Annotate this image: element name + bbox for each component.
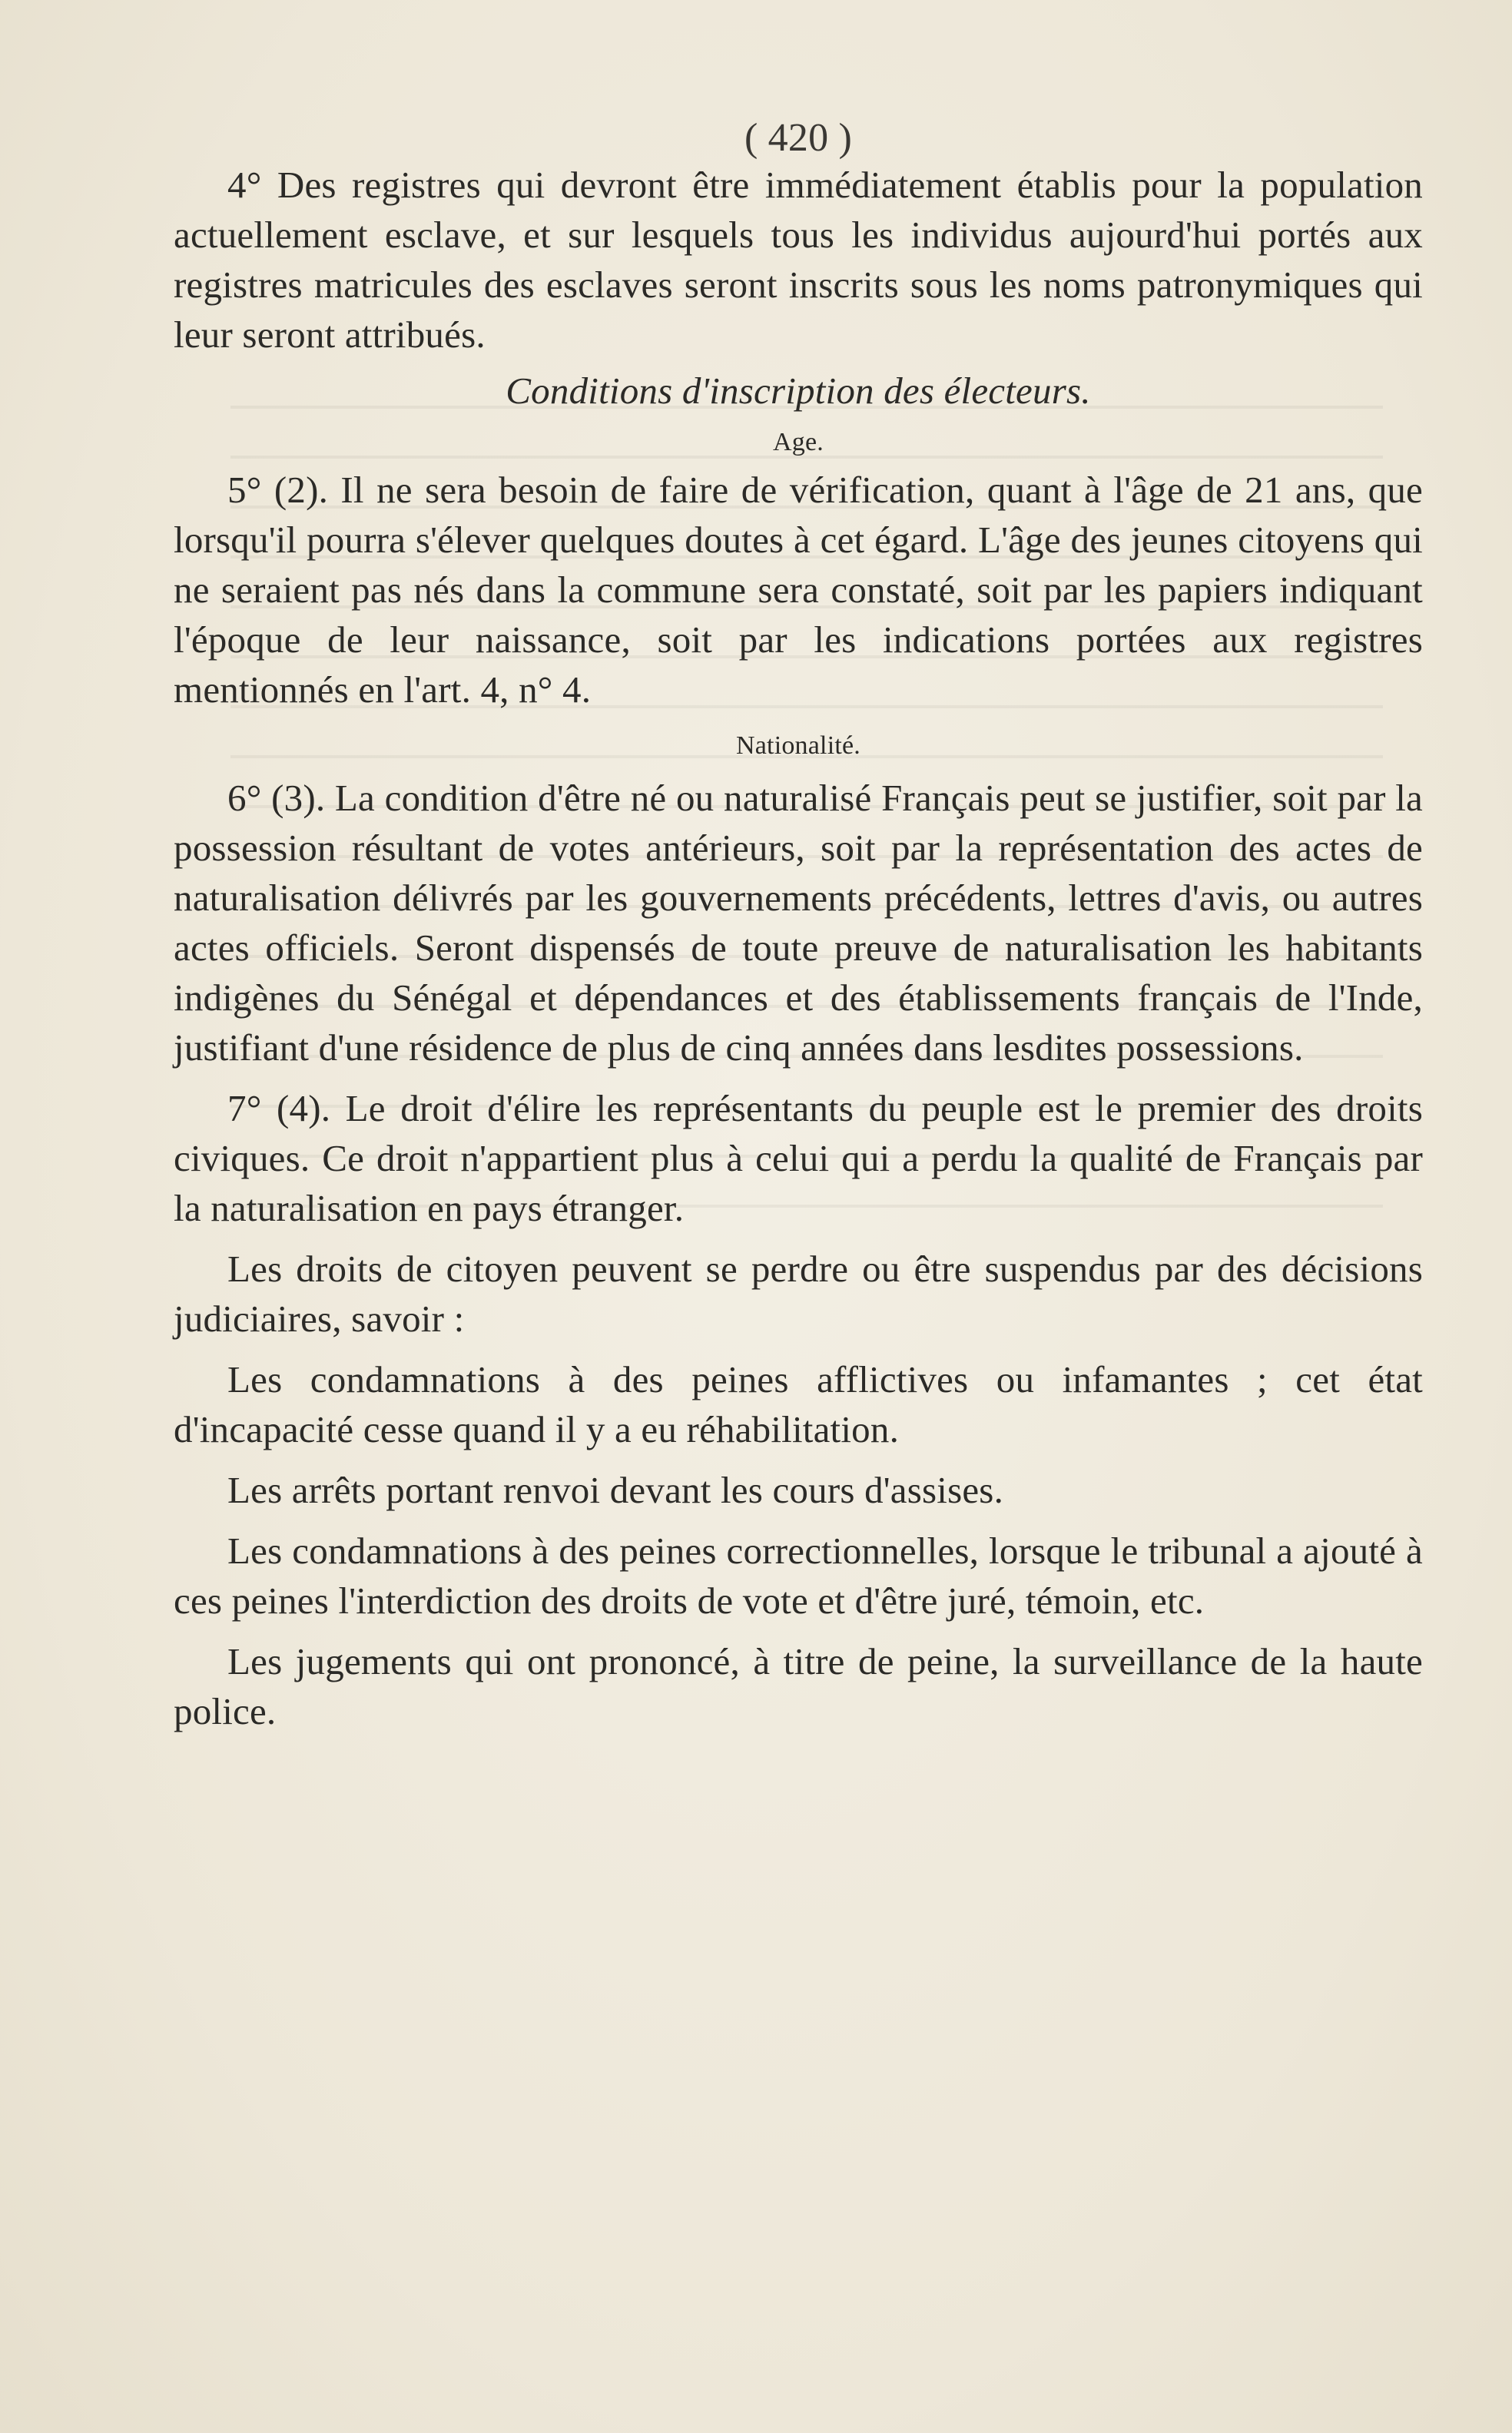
section-title: Conditions d'inscription des électeurs. bbox=[506, 370, 1091, 412]
paragraph-correctionnelles: Les condamnations à des peines correctionnelles, lorsque le tribunal a ajouté à ces peines l'interdiction des droits de vote et d'être juré, témoin, etc. bbox=[174, 1530, 1423, 1622]
paragraph-arrets: Les arrêts portant renvoi devant les cours d'assises. bbox=[227, 1469, 1004, 1511]
page-number: ( 420 ) bbox=[744, 116, 853, 160]
page-body bbox=[174, 108, 1423, 1736]
paragraph-condamnations: Les condamnations à des peines afflictives ou infamantes ; cet état d'incapacité cesse quand il y a eu réhabilitation. bbox=[174, 1358, 1423, 1450]
subheading-nationalite: Nationalité. bbox=[736, 731, 860, 760]
paragraph-6: 6° (3). La condition d'être né ou naturalisé Français peut se justifier, soit par la possession résultant de votes antérieurs, soit par la représentation des actes de naturalisation délivrés par les gouvernements précédents, lettres d'avis, ou autres actes officiels. Seront dispensés de toute preuve de naturalisation les habitants indigènes du Sénégal et dépendances et des établissements français de l'Inde, justifiant d'une résidence de plus de cinq années dans lesdites possessions. bbox=[174, 777, 1423, 1069]
paragraph-4: 4° Des registres qui devront être immédiatement établis pour la population actuellement esclave, et sur lesquels tous les individus aujourd'hui portés aux registres matricules des esclaves seront inscrits sous les noms patronymiques qui leur seront attribués. bbox=[174, 164, 1423, 356]
paragraph-droits-citoyen: Les droits de citoyen peuvent se perdre ou être suspendus par des décisions judiciaires, savoir : bbox=[174, 1248, 1423, 1340]
paragraph-7: 7° (4). Le droit d'élire les représentants du peuple est le premier des droits civiques. Ce droit n'appartient plus à celui qui a perdu la qualité de Français par la naturalisation en pays étranger. bbox=[174, 1087, 1423, 1229]
paragraph-5: 5° (2). Il ne sera besoin de faire de vérification, quant à l'âge de 21 ans, que lorsqu'il pourra s'élever quelques doutes à cet égard. L'âge des jeunes citoyens qui ne seraient pas nés dans la commune sera constaté, soit par les papiers indiquant l'époque de leur naissance, soit par les indications portées aux registres mentionnés en l'art. 4, n° 4. bbox=[174, 469, 1423, 711]
paragraph-jugements: Les jugements qui ont prononcé, à titre de peine, la surveillance de la haute police. bbox=[174, 1640, 1423, 1732]
subheading-age: Age. bbox=[773, 428, 824, 456]
